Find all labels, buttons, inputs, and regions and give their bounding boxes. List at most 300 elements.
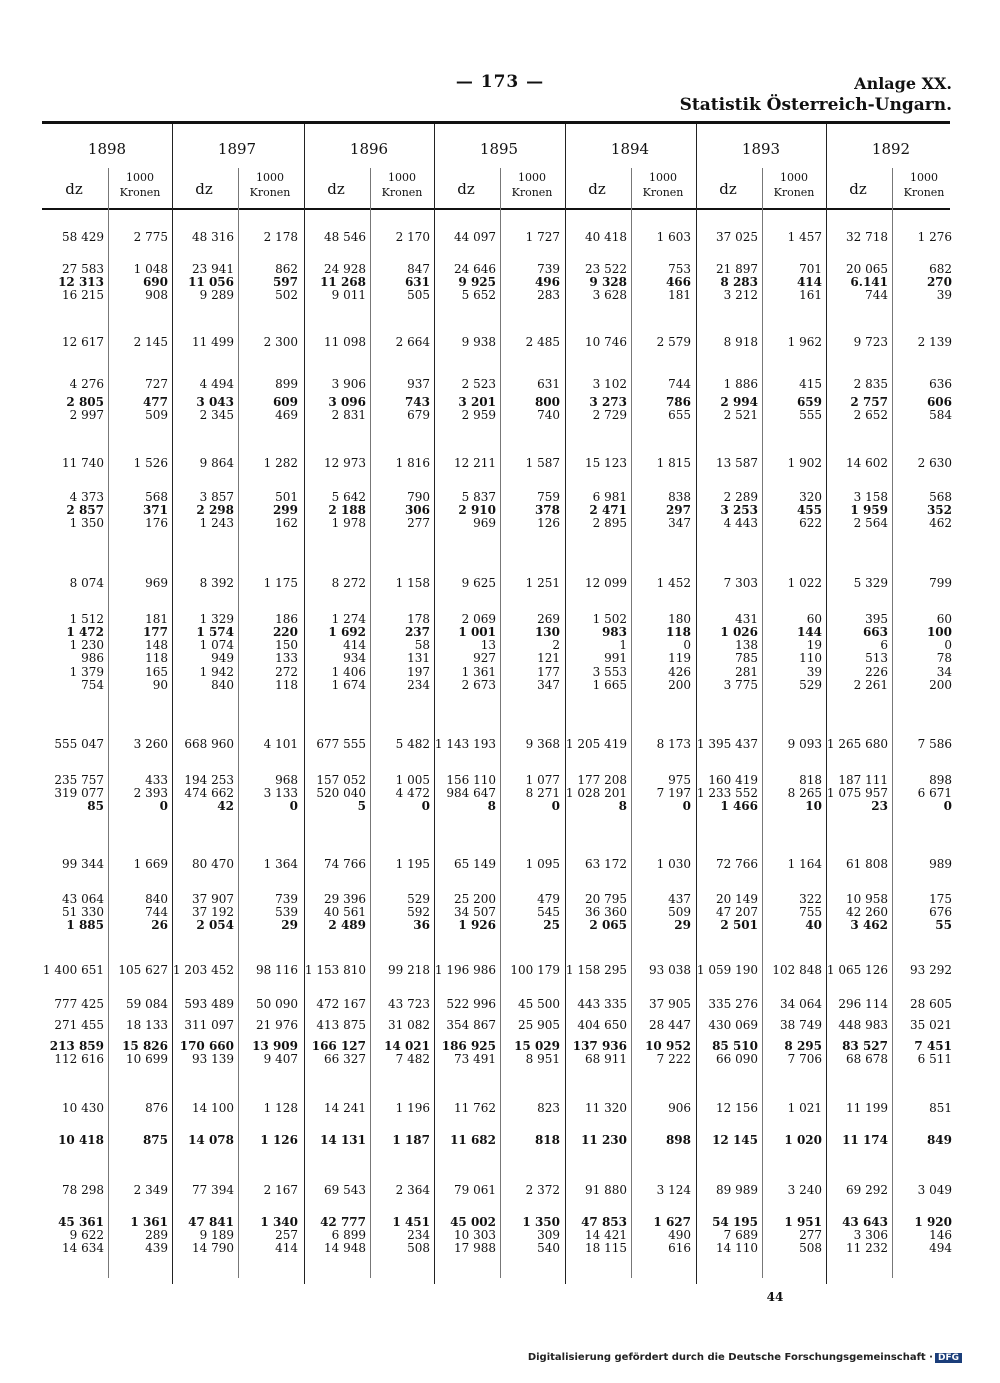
dz-value: 14 602 (846, 456, 888, 470)
kronen-value: 58 (414, 638, 430, 652)
kronen-value: 100 (926, 625, 952, 639)
kronen-value: 414 (796, 275, 822, 289)
dz-value: 2 835 (853, 377, 888, 391)
kronen-value: 4 101 (263, 737, 298, 751)
kronen-value: 469 (275, 408, 298, 422)
kronen-value: 477 (142, 395, 168, 409)
kronen-value: 0 (944, 638, 952, 652)
kronen-value: 969 (145, 576, 168, 590)
dz-value: 14 634 (62, 1241, 104, 1255)
kronen-value: 50 090 (256, 997, 298, 1011)
dz-value: 1 158 295 (565, 963, 627, 977)
kronen-value: 682 (929, 262, 952, 276)
dz-value: 430 069 (708, 1018, 758, 1032)
kronen-value: 1 164 (787, 857, 822, 871)
kronen-value: 1 452 (656, 576, 691, 590)
kronen-value: 568 (929, 490, 952, 504)
dz-value: 25 200 (454, 892, 496, 906)
kronen-value: 818 (799, 773, 822, 787)
dz-value: 11 199 (846, 1101, 888, 1115)
dz-value: 1 472 (66, 625, 104, 639)
dz-value: 1 466 (720, 799, 758, 813)
dz-value: 984 647 (446, 786, 496, 800)
dz-value: 138 (735, 638, 758, 652)
year-label: 1898 (87, 140, 127, 158)
dz-value: 4 373 (69, 490, 104, 504)
dz-value: 44 097 (454, 230, 496, 244)
kronen-value: 727 (145, 377, 168, 391)
dz-value: 3 201 (458, 395, 496, 409)
dz-value: 404 650 (577, 1018, 627, 1032)
kronen-value: 3 240 (787, 1183, 822, 1197)
dz-value: 2 805 (66, 395, 104, 409)
dz-value: 6 899 (331, 1228, 366, 1242)
dz-value: 2 895 (592, 516, 627, 530)
dz-value: 12 973 (324, 456, 366, 470)
dz-value: 2 652 (853, 408, 888, 422)
kronen-value: 322 (799, 892, 822, 906)
dz-value: 319 077 (54, 786, 104, 800)
kronen-value: 631 (404, 275, 430, 289)
dz-value: 335 276 (708, 997, 758, 1011)
dz-value: 8 (618, 799, 627, 813)
dz-value: 11 230 (581, 1133, 627, 1147)
dz-value: 160 419 (708, 773, 758, 787)
dz-value: 1 203 452 (172, 963, 234, 977)
kronen-value: 144 (796, 625, 822, 639)
dz-value: 840 (211, 678, 234, 692)
dz-value: 2 289 (723, 490, 758, 504)
kronen-value: 502 (275, 288, 298, 302)
kronen-value: 1 815 (656, 456, 691, 470)
kronen-value: 937 (407, 377, 430, 391)
kronen-value: 177 (537, 665, 560, 679)
dz-value: 45 002 (450, 1215, 496, 1229)
kronen-value: 100 179 (510, 963, 560, 977)
kronen-value: 462 (929, 516, 952, 530)
dz-value: 2 298 (196, 503, 234, 517)
kronen-value: 496 (534, 275, 560, 289)
dz-value: 271 455 (54, 1018, 104, 1032)
dz-value: 3 096 (328, 395, 366, 409)
year-label: 1896 (349, 140, 389, 158)
kronen-value: 277 (407, 516, 430, 530)
dz-value: 2 345 (199, 408, 234, 422)
kronen-value: 119 (668, 651, 691, 665)
dz-value: 2 471 (589, 503, 627, 517)
dz-value: 593 489 (184, 997, 234, 1011)
dz-value: 166 127 (311, 1039, 366, 1053)
kronen-value: 31 082 (388, 1018, 430, 1032)
year-header-3 (434, 124, 564, 208)
kronen-value: 1 816 (395, 456, 430, 470)
kronen-value: 1 920 (914, 1215, 952, 1229)
kronen-value: 2 630 (917, 456, 952, 470)
kronen-value: 838 (668, 490, 691, 504)
kronen-value: 1 902 (787, 456, 822, 470)
dz-value: 2 069 (461, 612, 496, 626)
kronen-value: 197 (407, 665, 430, 679)
kronen-value: 78 (936, 651, 952, 665)
dz-value: 8 283 (720, 275, 758, 289)
dz-value: 47 853 (581, 1215, 627, 1229)
dz-value: 11 098 (324, 335, 366, 349)
kronen-value: 220 (272, 625, 298, 639)
kronen-value: 37 905 (649, 997, 691, 1011)
dz-value: 93 139 (192, 1052, 234, 1066)
kronen-value: 0 (551, 799, 560, 813)
dz-value: 2 501 (720, 918, 758, 932)
kronen-value: 3 133 (263, 786, 298, 800)
kronen-value: 2 167 (263, 1183, 298, 1197)
kronen-value: 622 (799, 516, 822, 530)
kronen-value: 3 049 (917, 1183, 952, 1197)
kronen-value: 2 775 (133, 230, 168, 244)
dz-value: 11 499 (192, 335, 234, 349)
kronen-value: 347 (668, 516, 691, 530)
dz-value: 61 808 (846, 857, 888, 871)
kronen-value: 679 (407, 408, 430, 422)
dz-value: 9 925 (458, 275, 496, 289)
dz-value: 413 875 (316, 1018, 366, 1032)
dz-value: 14 948 (324, 1241, 366, 1255)
kronen-value: 15 029 (514, 1039, 560, 1053)
kronen-value: 1 526 (133, 456, 168, 470)
dz-value: 177 208 (577, 773, 627, 787)
kronen-value: 1 095 (525, 857, 560, 871)
kronen-value: 306 (404, 503, 430, 517)
dz-value: 83 527 (842, 1039, 888, 1053)
kronen-value: 743 (404, 395, 430, 409)
kronen-value: 1 951 (784, 1215, 822, 1229)
kronen-value: 8 295 (784, 1039, 822, 1053)
dz-value: 3 043 (196, 395, 234, 409)
dz-value: 522 996 (446, 997, 496, 1011)
kronen-value: 555 (799, 408, 822, 422)
dz-value: 1 395 437 (696, 737, 758, 751)
kronen-value: 118 (275, 678, 298, 692)
kronen-value: 39 (936, 288, 952, 302)
dz-value: 2 564 (853, 516, 888, 530)
page-subtitle: Statistik Österreich-Ungarn. (679, 95, 952, 115)
dz-value: 281 (735, 665, 758, 679)
kronen-value: 289 (145, 1228, 168, 1242)
dz-value: 3 102 (592, 377, 627, 391)
dz-value: 5 837 (461, 490, 496, 504)
kronen-value: 29 (281, 918, 298, 932)
dz-value: 99 344 (62, 857, 104, 871)
dz-value: 24 928 (324, 262, 366, 276)
kronen-value: 1 195 (395, 857, 430, 871)
year-header-6 (826, 124, 956, 208)
dz-value: 969 (473, 516, 496, 530)
kronen-value: 1 364 (263, 857, 298, 871)
dz-label: dz (849, 180, 867, 198)
dz-value: 1 243 (199, 516, 234, 530)
kronen-value: 744 (668, 377, 691, 391)
dz-value: 1 926 (458, 918, 496, 932)
kronen-value: 7 197 (656, 786, 691, 800)
kronen-value: 150 (275, 638, 298, 652)
kronen-value: 2 178 (263, 230, 298, 244)
dz-value: 80 470 (192, 857, 234, 871)
dz-value: 48 546 (324, 230, 366, 244)
kronen-value: 320 (799, 490, 822, 504)
dz-value: 1 274 (331, 612, 366, 626)
kronen-value: 636 (929, 377, 952, 391)
dz-value: 1 502 (592, 612, 627, 626)
kronen-value: 1 005 (395, 773, 430, 787)
dz-value: 91 880 (585, 1183, 627, 1197)
year-header-4 (565, 124, 695, 208)
kronen-value: 299 (272, 503, 298, 517)
dz-value: 2 188 (328, 503, 366, 517)
kronen-value: 15 826 (122, 1039, 168, 1053)
kronen-value: 90 (152, 678, 168, 692)
dz-value: 11 320 (585, 1101, 627, 1115)
kronen-value: 371 (142, 503, 168, 517)
dz-value: 20 795 (585, 892, 627, 906)
dz-value: 10 958 (846, 892, 888, 906)
header-right (680, 74, 952, 115)
kronen-value: 178 (407, 612, 430, 626)
dz-value: 79 061 (454, 1183, 496, 1197)
dz-value: 1 886 (723, 377, 758, 391)
dz-value: 2 994 (720, 395, 758, 409)
dz-value: 12 617 (62, 335, 104, 349)
kronen-value: 165 (145, 665, 168, 679)
dz-value: 2 857 (66, 503, 104, 517)
dz-value: 7 303 (723, 576, 758, 590)
dz-value: 14 421 (585, 1228, 627, 1242)
kronen-value: 43 723 (388, 997, 430, 1011)
kronen-value: 7 706 (787, 1052, 822, 1066)
dz-value: 354 867 (446, 1018, 496, 1032)
kronen-value: 655 (668, 408, 691, 422)
dz-value: 14 078 (188, 1133, 234, 1147)
dz-value: 555 047 (54, 737, 104, 751)
dz-value: 472 167 (316, 997, 366, 1011)
dz-value: 949 (211, 651, 234, 665)
kronen-value: 437 (668, 892, 691, 906)
kronen-value: 175 (929, 892, 952, 906)
kronen-value: 908 (145, 288, 168, 302)
kronen-value: 121 (537, 651, 560, 665)
dz-value: 6 (880, 638, 888, 652)
dz-value: 1 350 (69, 516, 104, 530)
kronen-value: 200 (668, 678, 691, 692)
dz-value: 23 (871, 799, 888, 813)
dz-value: 36 360 (585, 905, 627, 919)
kronen-value: 1 727 (525, 230, 560, 244)
kronen-value: 2 364 (395, 1183, 430, 1197)
dz-value: 9 011 (331, 288, 366, 302)
year-label: 1895 (479, 140, 519, 158)
kronen-value: 676 (929, 905, 952, 919)
dz-value: 296 114 (838, 997, 888, 1011)
dz-value: 2 489 (328, 918, 366, 932)
dz-value: 66 090 (716, 1052, 758, 1066)
dz-value: 1 028 201 (565, 786, 627, 800)
kronen-value: 799 (929, 576, 952, 590)
kronen-value: 7 451 (914, 1039, 952, 1053)
dz-value: 14 790 (192, 1241, 234, 1255)
dz-value: 1 233 552 (696, 786, 758, 800)
dz-value: 8 (487, 799, 496, 813)
dz-value: 23 522 (585, 262, 627, 276)
kronen-label: 1000 Kronen (642, 171, 684, 199)
kronen-value: 1 175 (263, 576, 298, 590)
dz-value: 2 261 (853, 678, 888, 692)
kronen-value: 659 (796, 395, 822, 409)
kronen-value: 899 (275, 377, 298, 391)
dz-value: 7 689 (723, 1228, 758, 1242)
dz-label: dz (457, 180, 475, 198)
header-rule (42, 208, 950, 210)
dz-value: 448 983 (838, 1018, 888, 1032)
kronen-value: 28 605 (910, 997, 952, 1011)
dz-value: 37 192 (192, 905, 234, 919)
dz-value: 986 (81, 651, 104, 665)
kronen-value: 744 (145, 905, 168, 919)
kronen-value: 36 (413, 918, 430, 932)
kronen-value: 3 260 (133, 737, 168, 751)
kronen-value: 592 (407, 905, 430, 919)
kronen-value: 200 (929, 678, 952, 692)
kronen-value: 898 (929, 773, 952, 787)
kronen-value: 1 077 (525, 773, 560, 787)
dz-value: 2 523 (461, 377, 496, 391)
kronen-value: 1 962 (787, 335, 822, 349)
dz-value: 8 272 (331, 576, 366, 590)
kronen-value: 2 145 (133, 335, 168, 349)
kronen-value: 989 (929, 857, 952, 871)
dz-value: 10 430 (62, 1101, 104, 1115)
kronen-value: 494 (929, 1241, 952, 1255)
kronen-value: 13 909 (252, 1039, 298, 1053)
dz-value: 777 425 (54, 997, 104, 1011)
dz-value: 186 925 (441, 1039, 496, 1053)
dz-value: 11 740 (62, 456, 104, 470)
kronen-value: 7 482 (395, 1052, 430, 1066)
dz-value: 20 065 (846, 262, 888, 276)
kronen-value: 2 139 (917, 335, 952, 349)
dz-value: 10 303 (454, 1228, 496, 1242)
kronen-value: 1 021 (787, 1101, 822, 1115)
kronen-value: 133 (275, 651, 298, 665)
kronen-value: 849 (926, 1133, 952, 1147)
dz-value: 11 682 (450, 1133, 496, 1147)
kronen-value: 1 030 (656, 857, 691, 871)
kronen-value: 25 905 (518, 1018, 560, 1032)
dz-value: 54 195 (712, 1215, 758, 1229)
kronen-value: 800 (534, 395, 560, 409)
kronen-value: 2 300 (263, 335, 298, 349)
dz-value: 3 158 (853, 490, 888, 504)
dz-value: 12 211 (454, 456, 496, 470)
kronen-value: 1 276 (917, 230, 952, 244)
dz-value: 3 857 (199, 490, 234, 504)
kronen-value: 60 (936, 612, 952, 626)
dz-value: 10 746 (585, 335, 627, 349)
dz-value: 11 174 (842, 1133, 888, 1147)
dz-value: 187 111 (838, 773, 888, 787)
dz-value: 4 276 (69, 377, 104, 391)
kronen-value: 4 472 (395, 786, 430, 800)
year-label: 1897 (217, 140, 257, 158)
dz-value: 668 960 (184, 737, 234, 751)
kronen-label: 1000 Kronen (119, 171, 161, 199)
kronen-value: 597 (272, 275, 298, 289)
kronen-value: 270 (926, 275, 952, 289)
kronen-value: 847 (407, 262, 430, 276)
dz-value: 77 394 (192, 1183, 234, 1197)
dz-value: 40 561 (324, 905, 366, 919)
dz-value: 34 507 (454, 905, 496, 919)
dz-value: 983 (601, 625, 627, 639)
kronen-value: 529 (799, 678, 822, 692)
kronen-value: 6 511 (917, 1052, 952, 1066)
dz-value: 1 (619, 638, 627, 652)
dz-value: 754 (81, 678, 104, 692)
kronen-value: 60 (806, 612, 822, 626)
kronen-value: 1 048 (133, 262, 168, 276)
kronen-value: 501 (275, 490, 298, 504)
dz-value: 2 729 (592, 408, 627, 422)
dz-value: 47 841 (188, 1215, 234, 1229)
kronen-value: 19 (806, 638, 822, 652)
kronen-value: 297 (665, 503, 691, 517)
dz-value: 1 978 (331, 516, 366, 530)
dz-value: 6.141 (850, 275, 888, 289)
dz-value: 1 196 986 (434, 963, 496, 977)
kronen-value: 8 173 (656, 737, 691, 751)
dz-value: 9 289 (199, 288, 234, 302)
dz-value: 66 327 (324, 1052, 366, 1066)
kronen-value: 59 084 (126, 997, 168, 1011)
dz-value: 23 941 (192, 262, 234, 276)
kronen-value: 161 (799, 288, 822, 302)
anlage-label: Anlage XX. (854, 74, 952, 93)
dz-value: 9 864 (199, 456, 234, 470)
dz-value: 520 040 (316, 786, 366, 800)
dz-value: 156 110 (446, 773, 496, 787)
dz-value: 9 189 (199, 1228, 234, 1242)
kronen-value: 545 (537, 905, 560, 919)
dz-value: 10 418 (58, 1133, 104, 1147)
kronen-value: 7 586 (917, 737, 952, 751)
dz-value: 1 074 (199, 638, 234, 652)
dz-value: 5 (357, 799, 366, 813)
kronen-value: 283 (537, 288, 560, 302)
kronen-value: 9 368 (525, 737, 560, 751)
dz-value: 927 (473, 651, 496, 665)
dz-value: 8 074 (69, 576, 104, 590)
dz-value: 1 512 (69, 612, 104, 626)
kronen-value: 2 170 (395, 230, 430, 244)
dz-value: 1 942 (199, 665, 234, 679)
dz-value: 43 643 (842, 1215, 888, 1229)
kronen-value: 10 952 (645, 1039, 691, 1053)
kronen-value: 414 (275, 1241, 298, 1255)
kronen-value: 234 (407, 1228, 430, 1242)
kronen-value: 509 (145, 408, 168, 422)
kronen-value: 2 349 (133, 1183, 168, 1197)
dz-value: 443 335 (577, 997, 627, 1011)
dz-value: 11 762 (454, 1101, 496, 1115)
dz-value: 1 959 (850, 503, 888, 517)
kronen-value: 10 699 (126, 1052, 168, 1066)
